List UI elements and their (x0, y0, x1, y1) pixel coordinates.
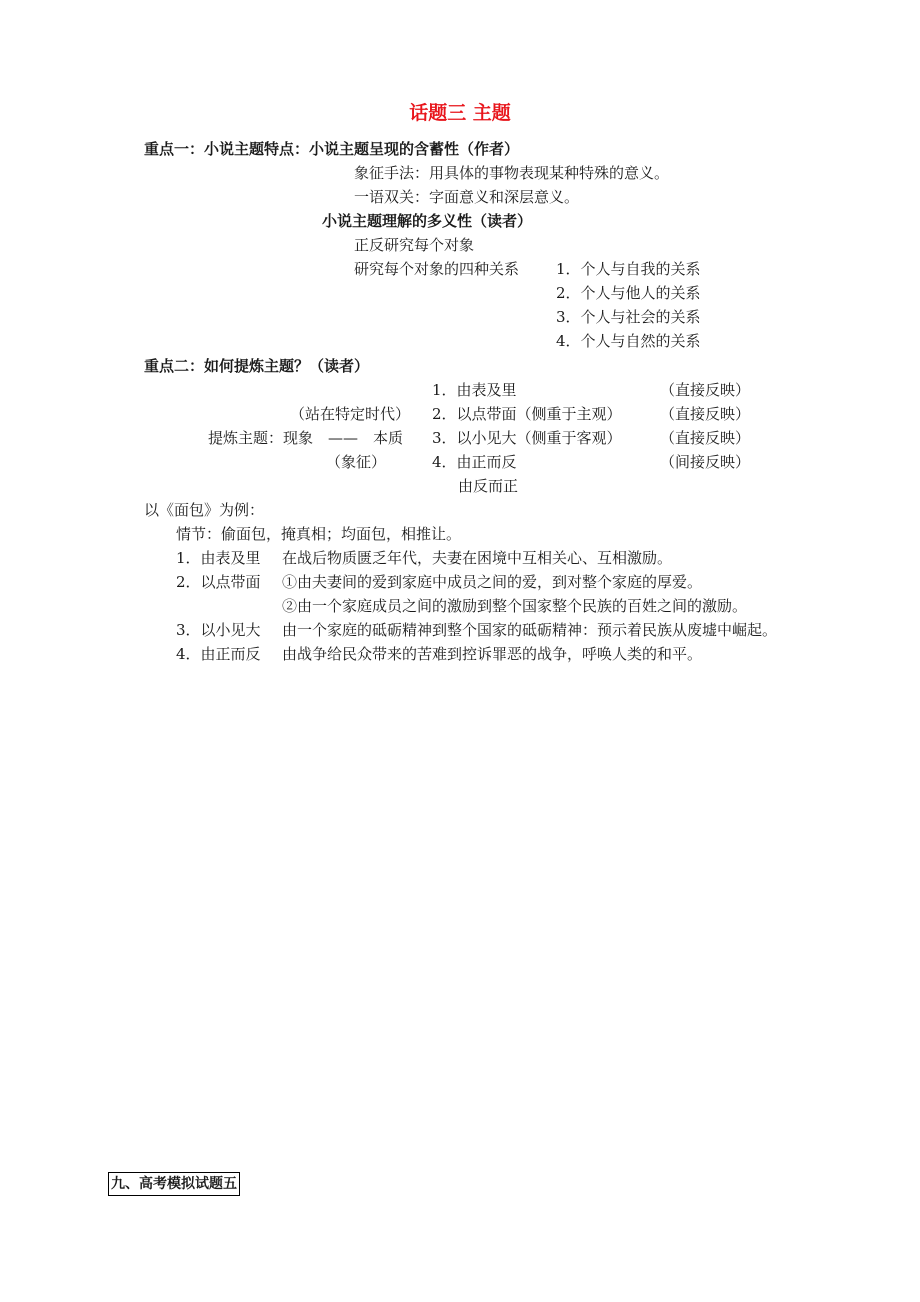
symbolism-line: 象征手法：用具体的事物表现某种特殊的意义。 (354, 164, 670, 182)
example-item-text: ②由一个家庭成员之间的激励到整个国家整个民族的百姓之间的激励。 (282, 597, 748, 615)
relation-item: 3．个人与社会的关系 (556, 308, 701, 326)
reflection-item: （直接反映） (660, 381, 751, 399)
section1-heading: 重点一：小说主题特点：小说主题呈现的含蓄性（作者） (144, 140, 520, 158)
era-note: （站在特定时代） (290, 405, 411, 423)
example-item-label: 3．以小见大 (176, 621, 261, 639)
example-plot: 情节：偷面包，掩真相；均面包，相推让。 (176, 525, 462, 543)
example-item-label: 2．以点带面 (176, 573, 261, 591)
reflection-item: （间接反映） (660, 453, 751, 471)
method-item: 1．由表及里 (432, 381, 517, 399)
reflection-item: （直接反映） (660, 405, 751, 423)
pun-line: 一语双关：字面意义和深层意义。 (354, 188, 580, 206)
method-item: 3．以小见大（侧重于客观） (432, 429, 622, 447)
method-item: 2．以点带面（侧重于主观） (432, 405, 622, 423)
section1-subheading: 小说主题理解的多义性（读者） (322, 212, 533, 230)
relation-item: 4．个人与自然的关系 (556, 332, 701, 350)
example-intro: 以《面包》为例： (144, 501, 265, 519)
relation-item: 1．个人与自我的关系 (556, 260, 701, 278)
example-item-label: 4．由正而反 (176, 645, 261, 663)
relation-item: 2．个人与他人的关系 (556, 284, 701, 302)
section-heading-box: 九、高考模拟试题五 (108, 1172, 240, 1196)
refine-theme-line: 提炼主题：现象 —— 本质 (208, 429, 404, 447)
method-item: 由反而正 (458, 477, 519, 495)
study-each-line: 正反研究每个对象 (354, 236, 475, 254)
page-title: 话题三 主题 (409, 102, 511, 124)
example-item-text: 在战后物质匮乏年代，夫妻在困境中互相关心、互相激励。 (282, 549, 673, 567)
reflection-item: （直接反映） (660, 429, 751, 447)
method-item: 4．由正而反 (432, 453, 517, 471)
example-item-text: 由战争给民众带来的苦难到控诉罪恶的战争，呼唤人类的和平。 (282, 645, 703, 663)
section2-heading: 重点二：如何提炼主题？（读者） (144, 357, 370, 375)
example-item-text: 由一个家庭的砥砺精神到整个国家的砥砺精神：预示着民族从废墟中崛起。 (282, 621, 778, 639)
example-item-label: 1．由表及里 (176, 549, 261, 567)
example-item-text: ①由夫妻间的爱到家庭中成员之间的爱，到对整个家庭的厚爱。 (282, 573, 703, 591)
symbol-note: （象征） (326, 453, 387, 471)
four-relations-label: 研究每个对象的四种关系 (354, 260, 520, 278)
